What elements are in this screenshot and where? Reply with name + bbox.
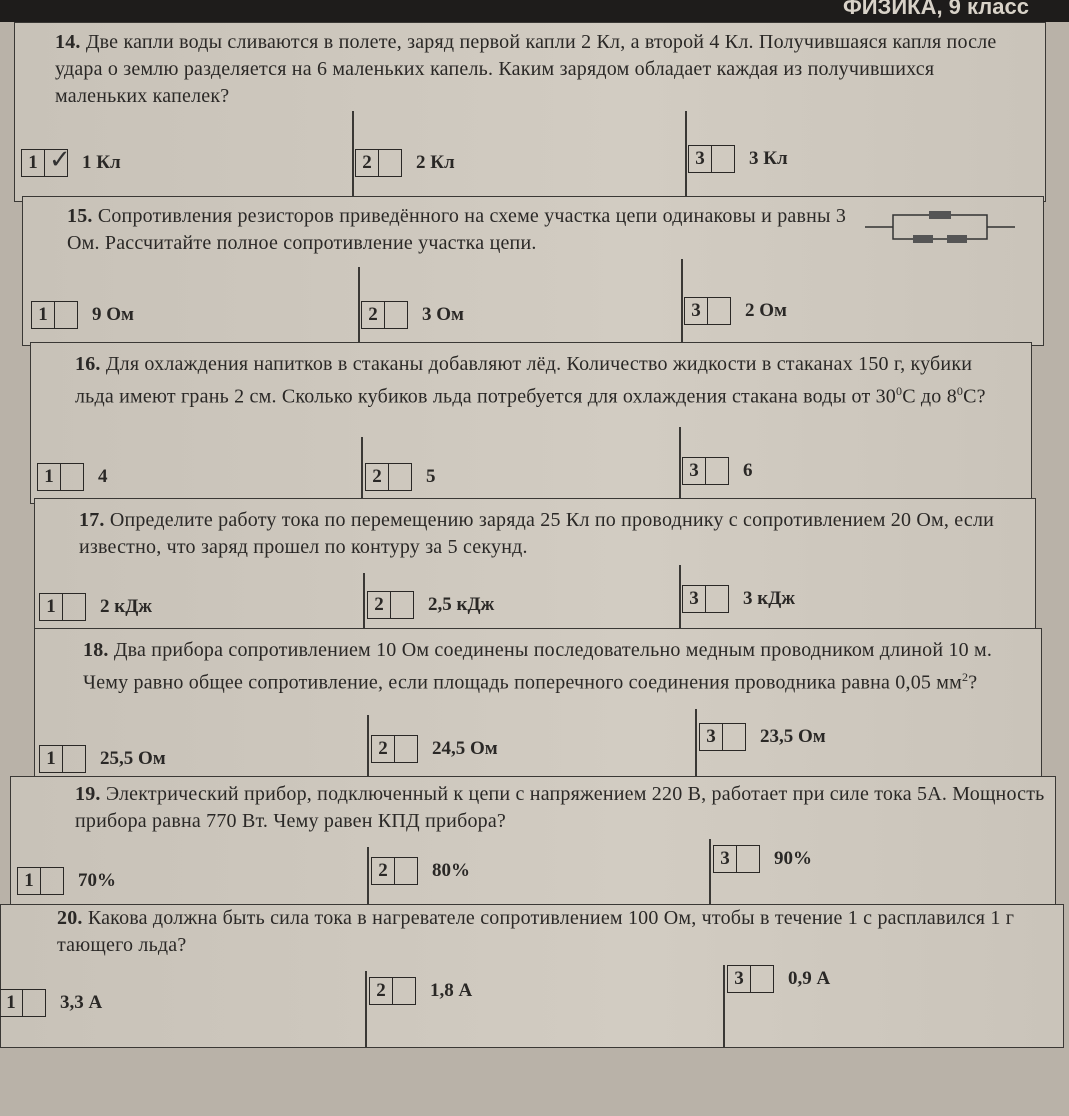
option-3[interactable]: 3 23,5 Ом <box>699 723 826 751</box>
question-text: 14. Две капли воды сливаются в полете, заряд первой капли 2 Кл, а второй 4 Кл. Получившаяся капля после удара о землю разделяется на 6 маленьких капель. Каким зарядом обладает каждая из получившихся маленьких капелек? <box>55 31 997 107</box>
answer-box[interactable]: 2 <box>371 857 418 885</box>
option-divider <box>358 267 360 345</box>
option-1[interactable]: 1 4 <box>37 463 108 491</box>
option-3[interactable]: 3 3 Кл <box>688 145 788 173</box>
question-text: 18. Два прибора сопротивлением 10 Ом соединены последовательно медным проводником длиной 10 м. Чему равно общее сопротивление, если площадь поперечного соединения проводника равна 0,05 $мм^2$? <box>83 639 993 694</box>
question-number: 20. <box>57 907 83 929</box>
question-number: 15. <box>67 205 93 227</box>
question-16 <box>30 342 1032 504</box>
answer-box[interactable]: 2 <box>367 591 414 619</box>
option-divider <box>365 971 367 1047</box>
option-3[interactable]: 3 0,9 А <box>727 965 830 993</box>
option-divider <box>679 427 681 503</box>
resistor-icon <box>947 235 967 243</box>
answer-box[interactable]: 2 <box>369 977 416 1005</box>
option-divider <box>679 565 681 633</box>
answer-box[interactable]: 1 <box>39 593 86 621</box>
answer-box[interactable]: 1 <box>17 867 64 895</box>
answer-box[interactable]: 1 <box>37 463 84 491</box>
answer-box[interactable]: 2 <box>365 463 412 491</box>
question-17 <box>34 498 1036 634</box>
circuit-diagram <box>865 207 1015 247</box>
option-2[interactable]: 2 2 Кл <box>355 149 455 177</box>
answer-box[interactable]: 3 <box>727 965 774 993</box>
option-divider <box>367 715 369 779</box>
answer-box[interactable]: 1 <box>21 149 68 177</box>
question-number: 14. <box>55 31 81 53</box>
option-1[interactable]: 1 9 Ом <box>31 301 134 329</box>
answer-box[interactable]: 1 <box>31 301 78 329</box>
option-divider <box>352 111 354 201</box>
option-divider <box>363 573 365 633</box>
option-divider <box>681 259 683 345</box>
question-number: 16. <box>75 353 101 375</box>
option-3[interactable]: 3 90% <box>713 845 812 873</box>
option-2[interactable]: 2 24,5 Ом <box>371 735 498 763</box>
option-2[interactable]: 2 3 Ом <box>361 301 464 329</box>
option-divider <box>695 709 697 779</box>
option-2[interactable]: 2 2,5 кДж <box>367 591 494 619</box>
question-text: 15. Сопротивления резисторов приведённого на схеме участка цепи одинаковы и равны 3 Ом. Рассчитайте полное сопротивление участка цепи. <box>67 205 847 254</box>
question-text: 17. Определите работу тока по перемещению заряда 25 Кл по проводнику с сопротивлением 20 Ом, если известно, что заряд прошел по контуру за 5 секунд. <box>79 509 995 558</box>
option-divider <box>723 965 725 1047</box>
answer-box[interactable]: 3 <box>682 457 729 485</box>
answer-box[interactable]: 1 <box>0 989 46 1017</box>
checkmark-icon: ✓ <box>49 145 71 175</box>
option-divider <box>361 437 363 503</box>
option-2[interactable]: 2 80% <box>371 857 470 885</box>
test-sheet <box>0 14 1069 1116</box>
answer-box[interactable]: 3 <box>713 845 760 873</box>
option-1[interactable]: 1 2 кДж <box>39 593 152 621</box>
question-number: 19. <box>75 783 101 805</box>
question-18 <box>34 628 1042 780</box>
question-text: 19. Электрический прибор, подключенный к цепи с напряжением 220 В, работает при силе тока 5А. Мощность прибора равна 770 Вт. Чему равен КПД прибора? <box>75 783 1045 832</box>
question-19 <box>10 776 1056 922</box>
question-number: 18. <box>83 639 109 661</box>
question-text: 20. Какова должна быть сила тока в нагревателе сопротивлением 100 Ом, чтобы в течение 1 с расплавился 1 г тающего льда? <box>57 907 1015 956</box>
question-text: 16. Для охлаждения напитков в стаканы добавляют лёд. Количество жидкости в стаканах 150 г, кубики льда имеют грань 2 см. Сколько кубиков льда потребуется для охлаждения стакана воды от $30^0С$ до $8^0С$? <box>75 353 986 408</box>
question-15 <box>22 196 1044 346</box>
option-1[interactable]: 1 70% <box>17 867 116 895</box>
option-1[interactable]: 1 1 Кл <box>21 149 121 177</box>
answer-box[interactable]: 1 <box>39 745 86 773</box>
answer-box[interactable]: 2 <box>361 301 408 329</box>
answer-box[interactable]: 3 <box>699 723 746 751</box>
question-14 <box>14 22 1046 202</box>
option-1[interactable]: 1 25,5 Ом <box>39 745 166 773</box>
option-2[interactable]: 2 1,8 А <box>369 977 472 1005</box>
option-3[interactable]: 3 3 кДж <box>682 585 795 613</box>
option-divider <box>685 111 687 201</box>
option-1[interactable]: 1 3,3 А <box>0 989 102 1017</box>
answer-box[interactable]: 3 <box>682 585 729 613</box>
option-2[interactable]: 2 5 <box>365 463 436 491</box>
resistor-icon <box>929 211 951 219</box>
resistor-icon <box>913 235 933 243</box>
answer-box[interactable]: 2 <box>355 149 402 177</box>
answer-box[interactable]: 2 <box>371 735 418 763</box>
subject-title: ФИЗИКА, 9 класс <box>842 0 1029 19</box>
answer-box[interactable]: 3 <box>688 145 735 173</box>
question-20 <box>0 904 1064 1048</box>
question-number: 17. <box>79 509 105 531</box>
option-3[interactable]: 3 2 Ом <box>684 297 787 325</box>
answer-box[interactable]: 3 <box>684 297 731 325</box>
option-3[interactable]: 3 6 <box>682 457 753 485</box>
